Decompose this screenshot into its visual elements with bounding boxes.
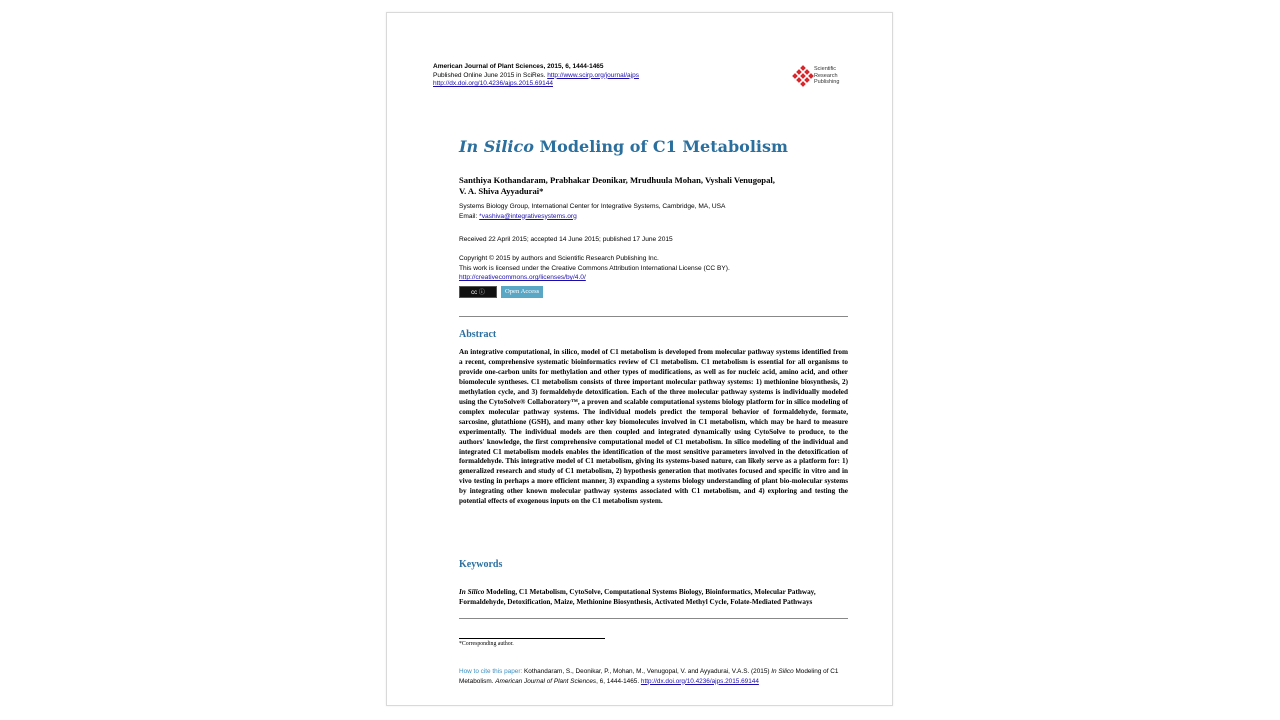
journal-citation-line: American Journal of Plant Sciences, 2015, 6, 1444-1465 xyxy=(433,63,604,70)
keywords-italic-lead: In Silico xyxy=(459,588,485,596)
email-link[interactable]: *vashiva@integrativesystems.org xyxy=(479,212,577,220)
keywords-heading: Keywords xyxy=(459,559,503,570)
diamond-logo-icon xyxy=(792,65,814,87)
affiliation-group: Systems Biology Group, International Center for Integrative Systems, Cambridge, MA, USA xyxy=(459,203,726,210)
cite-text-1: Kothandaram, S., Deonikar, P., Mohan, M., Venugopal, V. and Ayyadurai, V.A.S. (2015) xyxy=(524,668,772,675)
copyright-block xyxy=(459,254,839,283)
open-access-badge: Open Access xyxy=(501,286,543,298)
logo-line-1: Scientific xyxy=(814,66,837,72)
cite-italic-title: In Silico xyxy=(771,668,794,675)
cite-label: How to cite this paper: xyxy=(459,668,525,675)
published-prefix: Published Online June 2015 in SciRes. xyxy=(433,71,548,79)
authors-line-2: V. A. Shiva Ayyadurai* xyxy=(459,186,544,196)
paper-title xyxy=(459,137,839,156)
publisher-logo xyxy=(792,65,848,87)
cite-volume: , 6, 1444-1465. xyxy=(596,677,641,685)
doi-link[interactable]: http://dx.doi.org/10.4236/ajps.2015.69144 xyxy=(433,80,553,87)
journal-header xyxy=(433,63,639,89)
how-to-cite xyxy=(459,667,854,686)
logo-text xyxy=(814,66,839,86)
logo-line-3: Publishing xyxy=(814,79,840,86)
cite-doi-link[interactable]: http://dx.doi.org/10.4236/ajps.2015.69144 xyxy=(640,677,759,685)
received-dates: Received 22 April 2015; accepted 14 June 2015; published 17 June 2015 xyxy=(459,236,673,243)
author-list xyxy=(459,175,839,197)
corresponding-author-footnote: *Corresponding author. xyxy=(459,641,514,647)
abstract-heading: Abstract xyxy=(459,329,497,340)
journal-url-link[interactable]: http://www.scirp.org/journal/ajps xyxy=(547,71,639,79)
copyright-line-1: Copyright © 2015 by authors and Scientific Research Publishing Inc. xyxy=(459,255,659,262)
copyright-line-2: This work is licensed under the Creative Commons Attribution International License (CC BY). xyxy=(459,264,730,272)
license-badges xyxy=(459,286,543,298)
divider-top xyxy=(459,316,848,317)
keywords-text xyxy=(459,587,848,607)
cite-text-2: Modeling of C1 Metabolism. xyxy=(459,668,839,685)
email-prefix: Email: xyxy=(459,212,480,220)
cc-by-badge[interactable]: cc ⓘ xyxy=(459,286,497,298)
affiliation xyxy=(459,202,839,221)
divider-bottom xyxy=(459,618,848,619)
logo-line-2: Research xyxy=(814,72,838,79)
title-italic: In Silico xyxy=(459,137,534,156)
title-rest: Modeling of C1 Metabolism xyxy=(533,137,788,156)
published-line xyxy=(433,72,639,81)
cite-journal: American Journal of Plant Sciences xyxy=(495,677,597,685)
paper-page xyxy=(386,12,893,706)
license-link[interactable]: http://creativecommons.org/licenses/by/4.0/ xyxy=(459,274,586,281)
keywords-list: Modeling, C1 Metabolism, CytoSolve, Computational Systems Biology, Bioinformatics, Molecular Pathway, Formaldehyde, Detoxification, Maize, Methionine Biosynthesis, Activated Methyl Cycle, Folate-Mediated Pathways xyxy=(459,588,816,606)
abstract-text: An integrative computational, in silico, model of C1 metabolism is developed from molecular pathway systems identified from a recent, comprehensive systematic bioinformatics review of C1 metabolism. C1 metabolism is essential for all organisms to provide one-carbon units for methylation and other types of modifications, as well as for nucleic acid, amino acid, and other biomolecule syntheses. C1 metabolism consists of three important molecular pathway systems: 1) methionine biosynthesis, 2) methylation cycle, and 3) formaldehyde detoxification. Each of the three molecular pathway systems is individually modeled using the CytoSolve® Collaboratory™, a proven and scalable computational systems biology platform for in silico modeling of complex molecular pathway systems. The individual models predict the temporal behavior of formaldehyde, formate, sarcosine, glutathione (GSH), and many other key biomolecules involved in C1 metabolism, which may be hard to measure experimentally. The individual models are then coupled and integrated dynamically using CytoSolve to produce, to the authors' knowledge, the first comprehensive computational model of C1 metabolism. In silico modeling of the individual and integrated C1 metabolism models enables the identification of the most sensitive parameters involved in the detoxification of formaldehyde. This integrative model of C1 metabolism, giving its systems-based nature, can likely serve as a platform for: 1) generalized research and study of C1 metabolism, 2) hypothesis generation that motivates focused and specific in vitro and in vivo testing in perhaps a more efficient manner, 3) expanding a systems biology understanding of plant bio-molecular systems by integrating other known molecular pathway systems associated with C1 metabolism, and 4) exploring and testing the potential effects of exogenous inputs on the C1 metabolism system. xyxy=(459,348,848,506)
authors-line-1: Santhiya Kothandaram, Prabhakar Deonikar, Mrudhuula Mohan, Vyshali Venugopal, xyxy=(459,175,775,185)
footnote-rule xyxy=(459,638,605,639)
